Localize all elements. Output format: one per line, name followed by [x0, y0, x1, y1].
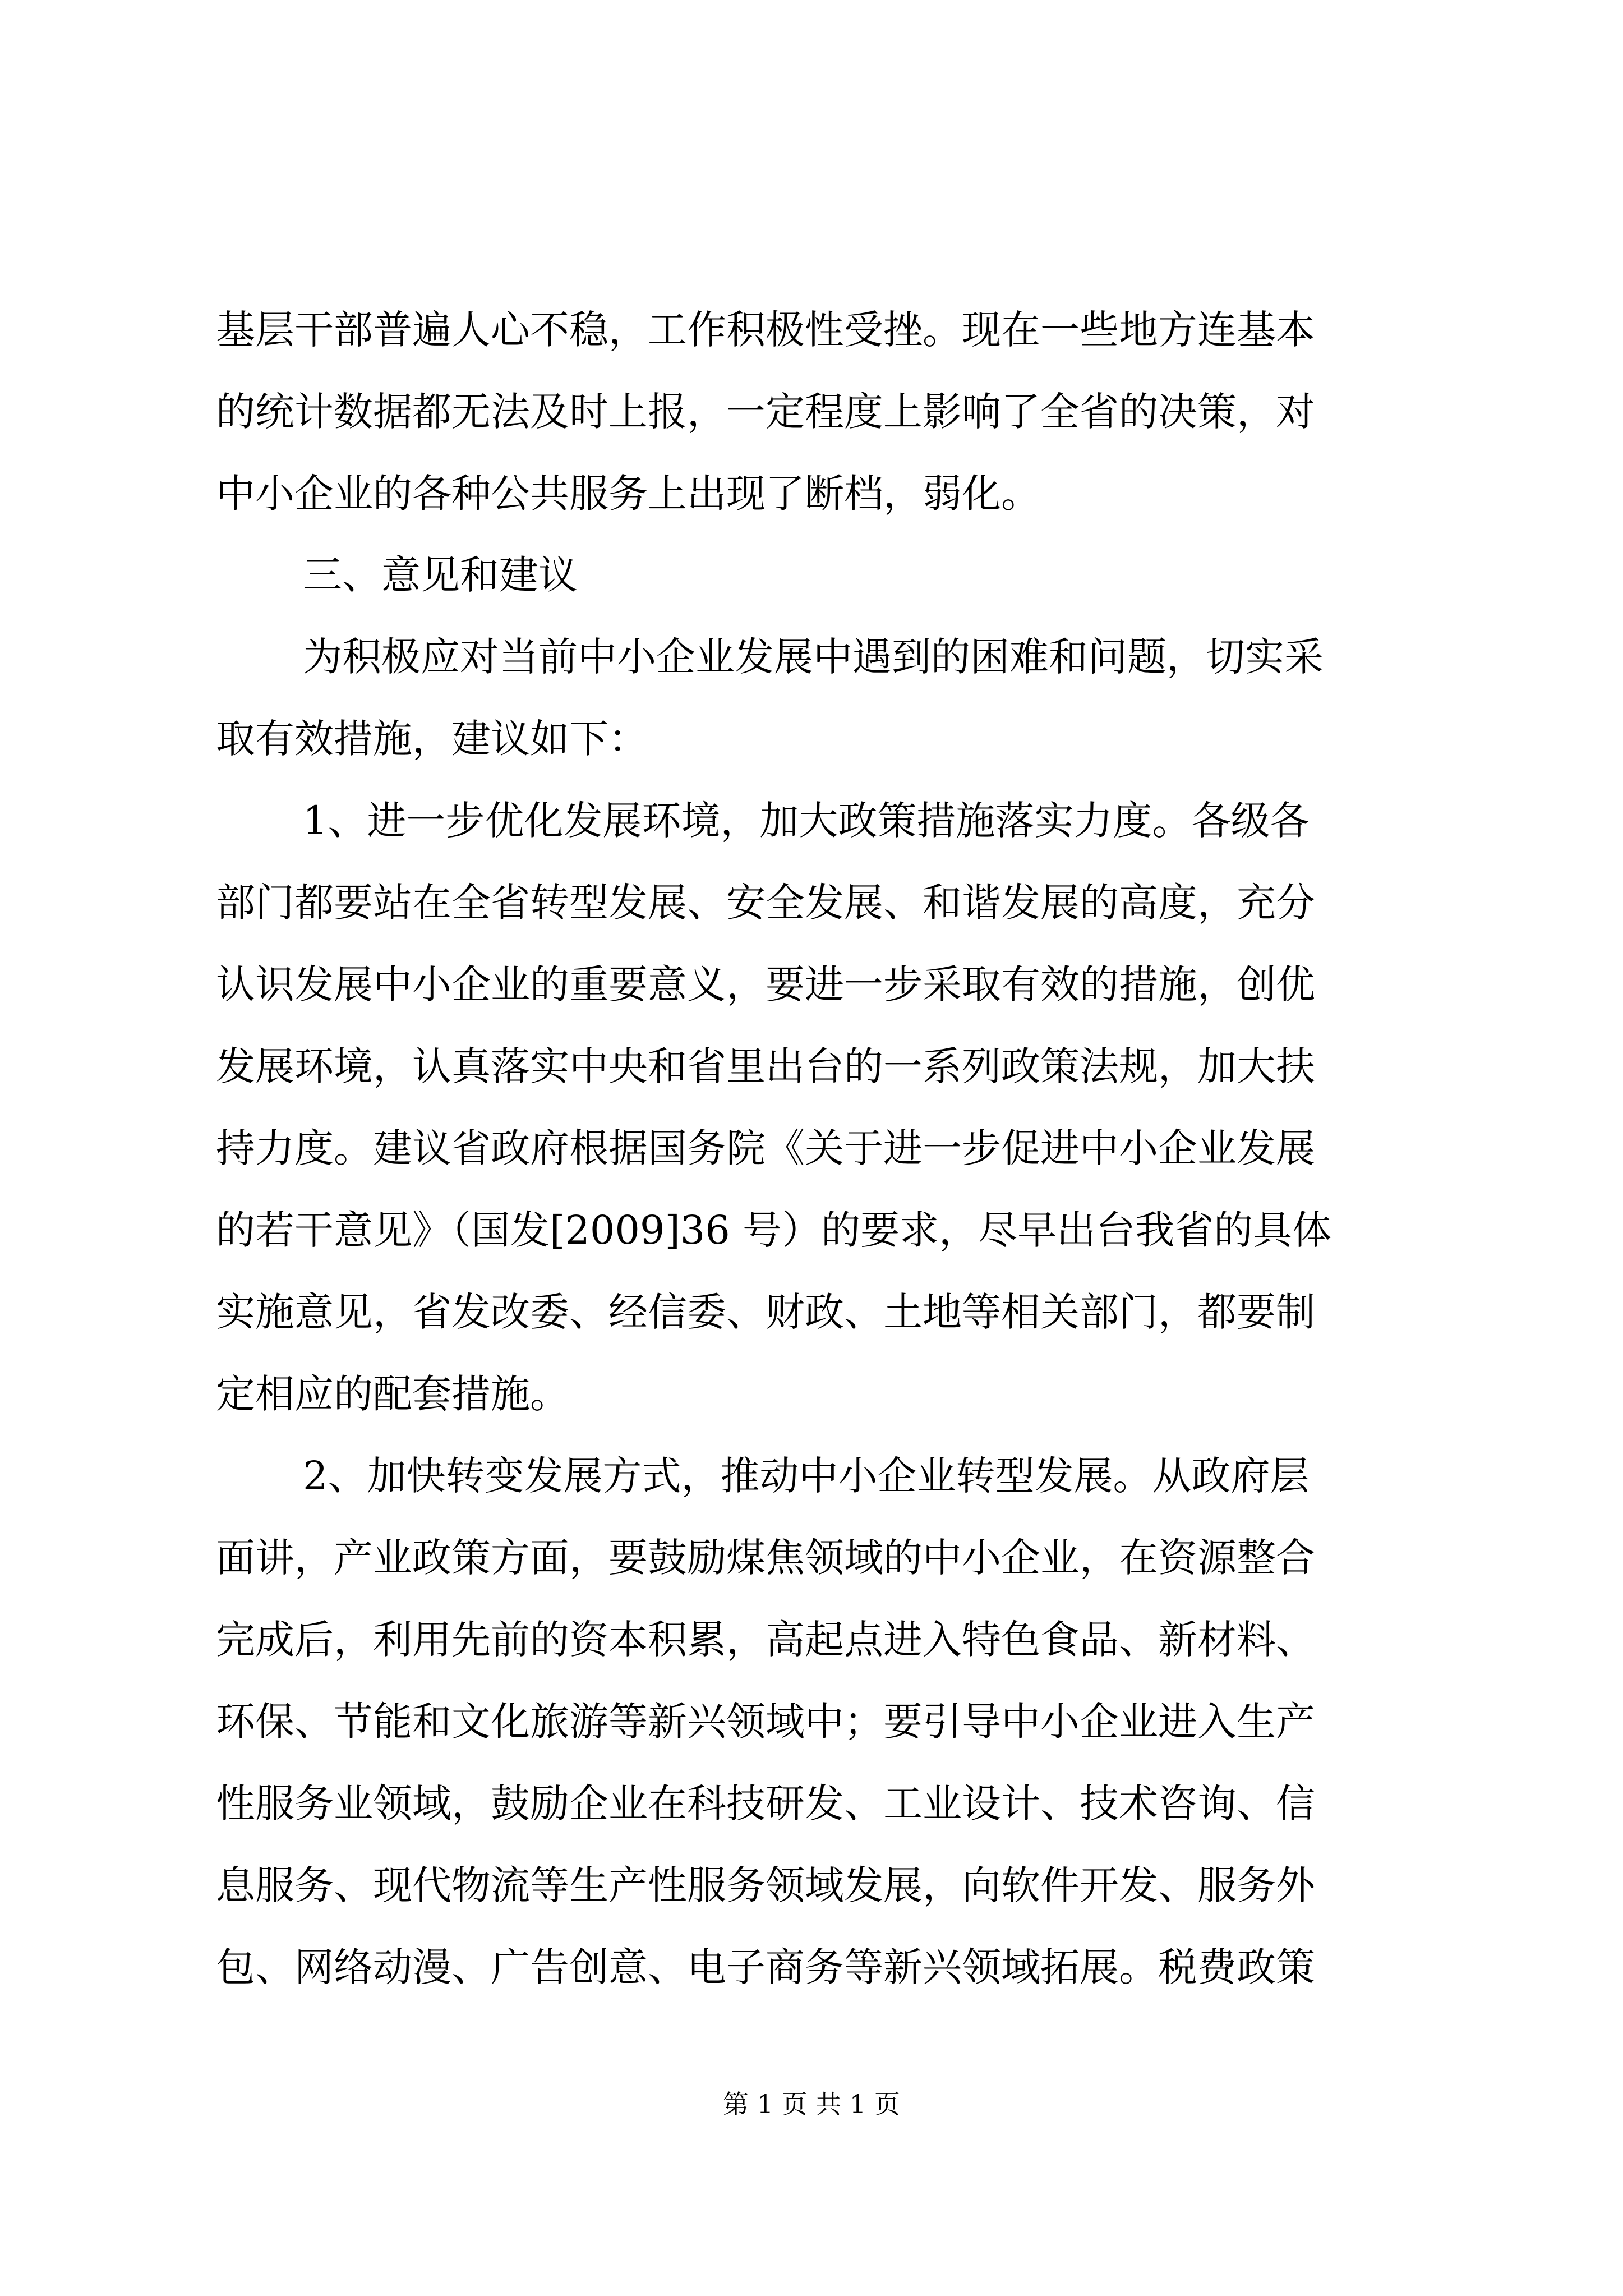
- body-line: 性服务业领域，鼓励企业在科技研发、工业设计、技术咨询、信: [216, 1780, 1315, 1826]
- body-line: 定相应的配套措施。: [216, 1371, 569, 1417]
- body-line: 实施意见，省发改委、经信委、财政、土地等相关部门，都要制: [216, 1289, 1315, 1335]
- body-line: 息服务、现代物流等生产性服务领域发展，向软件开发、服务外: [216, 1862, 1315, 1908]
- page-number-footer: 第 1 页 共 1 页: [723, 2089, 900, 2119]
- body-line: 面讲，产业政策方面，要鼓励煤焦领域的中小企业，在资源整合: [216, 1535, 1315, 1581]
- body-line: 基层干部普遍人心不稳，工作积极性受挫。现在一些地方连基本: [216, 307, 1315, 353]
- body-line: 发展环境，认真落实中央和省里出台的一系列政策法规，加大扶: [216, 1043, 1315, 1089]
- body-line: 的若干意见》（国发[2009]36 号）的要求，尽早出台我省的具体: [216, 1207, 1332, 1253]
- body-line: 中小企业的各种公共服务上出现了断档，弱化。: [216, 471, 1040, 517]
- body-line: 取有效措施，建议如下：: [216, 716, 648, 762]
- body-line: 的统计数据都无法及时上报，一定程度上影响了全省的决策，对: [216, 389, 1315, 435]
- body-line: 1、进一步优化发展环境，加大政策措施落实力度。各级各: [303, 798, 1310, 844]
- body-line: 环保、节能和文化旅游等新兴领域中；要引导中小企业进入生产: [216, 1699, 1315, 1745]
- section-heading: 三、意见和建议: [303, 552, 578, 598]
- body-line: 认识发展中小企业的重要意义，要进一步采取有效的措施，创优: [216, 961, 1315, 1007]
- body-line: 完成后，利用先前的资本积累，高起点进入特色食品、新材料、: [216, 1617, 1315, 1663]
- body-line: 部门都要站在全省转型发展、安全发展、和谐发展的高度，充分: [216, 880, 1315, 926]
- body-line: 持力度。建议省政府根据国务院《关于进一步促进中小企业发展: [216, 1125, 1315, 1171]
- body-line: 2、加快转变发展方式，推动中小企业转型发展。从政府层: [303, 1453, 1310, 1499]
- body-line: 包、网络动漫、广告创意、电子商务等新兴领域拓展。税费政策: [216, 1944, 1315, 1990]
- body-line: 为积极应对当前中小企业发展中遇到的困难和问题，切实采: [303, 634, 1324, 680]
